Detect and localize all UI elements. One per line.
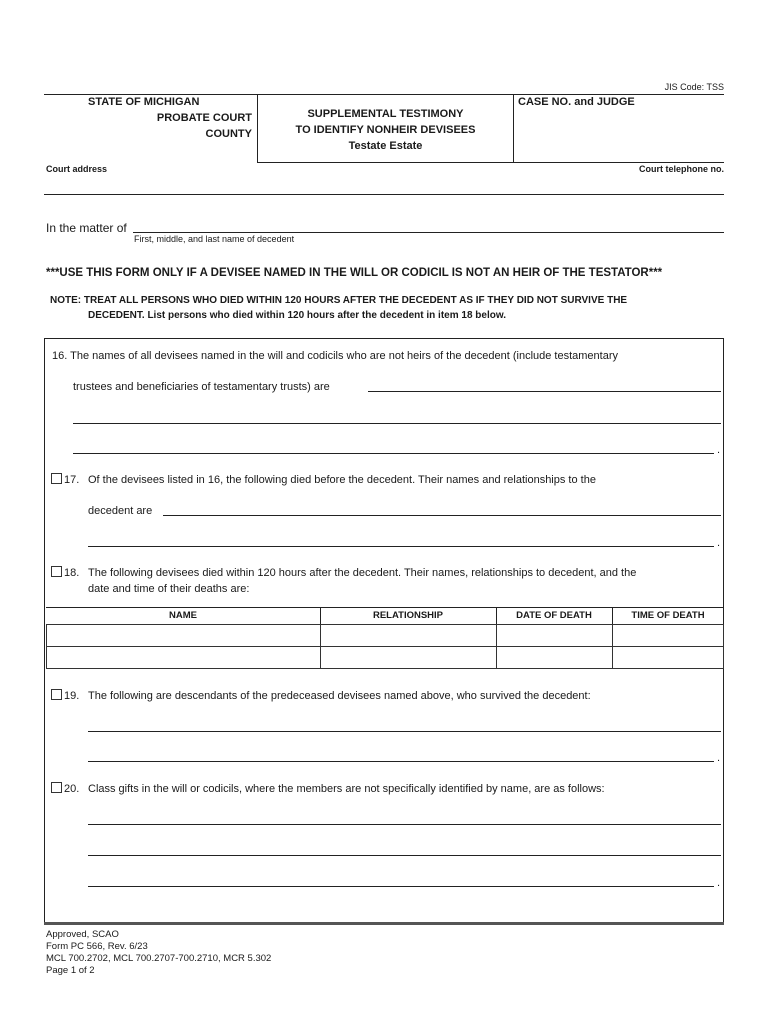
item-17-checkbox[interactable] bbox=[51, 473, 62, 484]
item-16-text: 16. The names of all devisees named in the will and codicils who are not heirs of the decedent (include testamentary bbox=[52, 350, 619, 362]
note-line-1: NOTE: TREAT ALL PERSONS WHO DIED WITHIN 120 HOURS AFTER THE DECEDENT AS IF THEY DID NOT SURVIVE THE bbox=[50, 295, 628, 306]
item-16-rule-1 bbox=[368, 391, 721, 392]
item-20-rule-1 bbox=[88, 824, 721, 825]
item-20-rule-3 bbox=[88, 886, 714, 887]
header-sep-1 bbox=[320, 607, 321, 624]
col-header-time-of-death: TIME OF DEATH bbox=[631, 610, 705, 621]
footer-page-number: Page 1 of 2 bbox=[46, 965, 95, 976]
table-row-2-relationship[interactable] bbox=[320, 646, 497, 669]
court-address-field[interactable] bbox=[44, 176, 724, 193]
jis-code: JIS Code: TSS bbox=[664, 82, 724, 92]
form-title-line-3: Testate Estate bbox=[348, 140, 423, 152]
state-label: STATE OF MICHIGAN bbox=[88, 96, 200, 108]
decedent-name-field[interactable] bbox=[134, 218, 722, 232]
table-row-2-time[interactable] bbox=[612, 646, 724, 669]
table-row-1-date[interactable] bbox=[496, 624, 613, 647]
court-label: PROBATE COURT bbox=[156, 112, 252, 124]
item-16-field-3[interactable] bbox=[73, 438, 713, 453]
court-address-rule bbox=[44, 194, 724, 195]
table-row-1-time[interactable] bbox=[612, 624, 724, 647]
item-20-checkbox[interactable] bbox=[51, 782, 62, 793]
item-19-period: . bbox=[717, 752, 721, 764]
item-17-text-cont: decedent are bbox=[88, 505, 153, 517]
table-row-1-name[interactable] bbox=[46, 624, 321, 647]
footer-statute-citation: MCL 700.2702, MCL 700.2707-700.2710, MCR 5.302 bbox=[46, 953, 272, 964]
item-19-field-1[interactable] bbox=[88, 716, 721, 731]
item-18-checkbox[interactable] bbox=[51, 566, 62, 577]
item-20-rule-2 bbox=[88, 855, 721, 856]
item-17-field-2[interactable] bbox=[88, 531, 713, 546]
item-20-field-1[interactable] bbox=[88, 809, 721, 824]
note-line-2: DECEDENT. List persons who died within 120 hours after the decedent in item 18 below. bbox=[88, 310, 507, 321]
item-20-number: 20. bbox=[64, 783, 80, 795]
header-sep-3 bbox=[612, 607, 613, 624]
col-header-date-of-death: DATE OF DEATH bbox=[516, 610, 592, 621]
item-18-number: 18. bbox=[64, 567, 80, 579]
header-sep-2 bbox=[496, 607, 497, 624]
form-title-line-2: TO IDENTIFY NONHEIR DEVISEES bbox=[295, 124, 476, 136]
matter-label: In the matter of bbox=[46, 221, 127, 235]
items-box-bottom-rule bbox=[44, 922, 724, 925]
item-19-text: The following are descendants of the predeceased devisees named above, who survived the decedent: bbox=[88, 690, 591, 702]
col-header-relationship: RELATIONSHIP bbox=[372, 610, 444, 621]
item-18-text-cont: date and time of their deaths are: bbox=[88, 583, 250, 595]
item-20-field-3[interactable] bbox=[88, 871, 713, 886]
form-title-line-1: SUPPLEMENTAL TESTIMONY bbox=[307, 108, 464, 120]
table-row-1-relationship[interactable] bbox=[320, 624, 497, 647]
item-19-rule-1 bbox=[88, 731, 721, 732]
item-17-number: 17. bbox=[64, 474, 80, 486]
court-phone-label: Court telephone no. bbox=[639, 164, 724, 174]
warning-notice: ***USE THIS FORM ONLY IF A DEVISEE NAMED IN THE WILL OR CODICIL IS NOT AN HEIR OF THE TESTATOR*** bbox=[46, 267, 663, 279]
table-row-2-date[interactable] bbox=[496, 646, 613, 669]
county-label: COUNTY bbox=[205, 128, 252, 140]
item-16-text-cont: trustees and beneficiaries of testamentary trusts) are bbox=[73, 381, 330, 393]
item-16-rule-3 bbox=[73, 453, 714, 454]
item-17-text: Of the devisees listed in 16, the following died before the decedent. Their names and relationships to the bbox=[88, 474, 596, 486]
decedent-name-sublabel: First, middle, and last name of decedent bbox=[134, 234, 295, 244]
footer bbox=[46, 929, 271, 977]
col-header-name: NAME bbox=[169, 610, 197, 621]
case-judge-label: CASE NO. and JUDGE bbox=[518, 96, 635, 108]
item-17-period: . bbox=[717, 537, 721, 549]
item-16-field-1[interactable] bbox=[368, 376, 720, 391]
item-16-rule-2 bbox=[73, 423, 721, 424]
table-row-2-name[interactable] bbox=[46, 646, 321, 669]
item-19-number: 19. bbox=[64, 690, 80, 702]
item-17-field-1[interactable] bbox=[163, 500, 721, 515]
table-top-rule bbox=[46, 607, 724, 608]
item-20-period: . bbox=[717, 877, 721, 889]
item-19-rule-2 bbox=[88, 761, 714, 762]
item-20-text: Class gifts in the will or codicils, where the members are not specifically identified by name, are as follows: bbox=[88, 783, 605, 795]
item-16-period: . bbox=[717, 444, 721, 456]
item-18-text: The following devisees died within 120 hours after the decedent. Their names, relationships to decedent, and the bbox=[88, 567, 637, 579]
decedent-name-rule bbox=[133, 232, 724, 233]
item-20-field-2[interactable] bbox=[88, 840, 721, 855]
case-judge-field[interactable] bbox=[514, 112, 722, 160]
header-bottom-rule bbox=[257, 162, 724, 163]
item-17-rule-2 bbox=[88, 546, 714, 547]
item-17-rule-1 bbox=[163, 515, 721, 516]
court-address-label: Court address bbox=[46, 164, 108, 174]
item-19-field-2[interactable] bbox=[88, 746, 713, 761]
item-19-checkbox[interactable] bbox=[51, 689, 62, 700]
footer-form-number: Form PC 566, Rev. 6/23 bbox=[46, 941, 148, 952]
footer-approved: Approved, SCAO bbox=[46, 929, 119, 940]
header-top-rule bbox=[44, 94, 724, 95]
item-16-field-2[interactable] bbox=[73, 408, 721, 423]
